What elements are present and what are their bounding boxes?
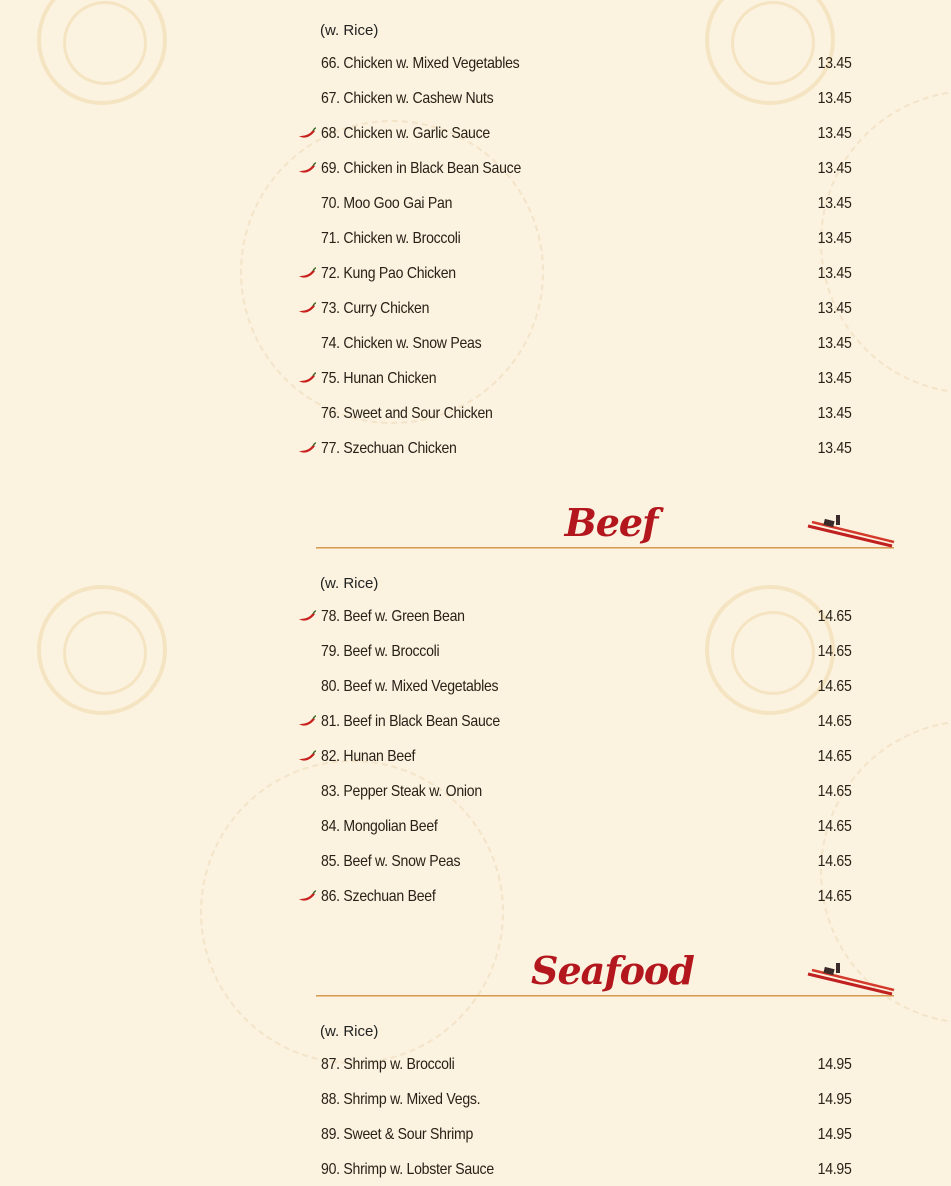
menu-item xyxy=(296,86,856,121)
chili-pepper-icon xyxy=(298,441,317,453)
menu-item-price: 14.65 xyxy=(818,853,852,870)
menu-item-name: 69. Chicken in Black Bean Sauce xyxy=(321,160,522,177)
menu-item-price: 13.45 xyxy=(818,300,852,317)
menu-item xyxy=(296,884,856,919)
menu-item xyxy=(296,261,856,296)
menu-item-price: 13.45 xyxy=(818,335,852,352)
section-title: Beef xyxy=(564,500,658,545)
menu-item-price: 14.65 xyxy=(818,643,852,660)
menu-item xyxy=(296,779,856,814)
menu-item-name: 73. Curry Chicken xyxy=(321,300,430,317)
background-medallion xyxy=(37,585,167,715)
menu-item-name: 75. Hunan Chicken xyxy=(321,370,437,387)
menu-item xyxy=(296,1052,856,1087)
menu-item-price: 14.65 xyxy=(818,713,852,730)
chili-pepper-icon xyxy=(298,266,317,278)
menu-item-price: 14.95 xyxy=(818,1056,852,1073)
section-note: (w. Rice) xyxy=(320,575,379,592)
menu-item-price: 14.95 xyxy=(818,1126,852,1143)
background-medallion xyxy=(37,0,167,105)
menu-item-name: 87. Shrimp w. Broccoli xyxy=(321,1056,455,1073)
section-header-beef xyxy=(316,500,896,560)
menu-item xyxy=(296,639,856,674)
menu-item-name: 83. Pepper Steak w. Onion xyxy=(321,783,482,800)
chili-pepper-icon xyxy=(298,371,317,383)
chopsticks-icon xyxy=(806,960,896,996)
menu-item xyxy=(296,709,856,744)
menu-item xyxy=(296,156,856,191)
menu-item xyxy=(296,1157,856,1186)
menu-item-price: 13.45 xyxy=(818,90,852,107)
menu-item-price: 14.65 xyxy=(818,678,852,695)
menu-item-name: 88. Shrimp w. Mixed Vegs. xyxy=(321,1091,481,1108)
menu-item-name: 77. Szechuan Chicken xyxy=(321,440,457,457)
chili-pepper-icon xyxy=(298,889,317,901)
menu-item-price: 13.45 xyxy=(818,195,852,212)
menu-item-name: 90. Shrimp w. Lobster Sauce xyxy=(321,1161,494,1178)
menu-item xyxy=(296,849,856,884)
menu-item-name: 84. Mongolian Beef xyxy=(321,818,438,835)
chili-pepper-icon xyxy=(298,714,317,726)
menu-item-name: 72. Kung Pao Chicken xyxy=(321,265,456,282)
menu-item xyxy=(296,1122,856,1157)
menu-item-name: 66. Chicken w. Mixed Vegetables xyxy=(321,55,520,72)
section-note: (w. Rice) xyxy=(320,22,379,39)
menu-item-name: 79. Beef w. Broccoli xyxy=(321,643,440,660)
menu-item-name: 81. Beef in Black Bean Sauce xyxy=(321,713,500,730)
chili-pepper-icon xyxy=(298,749,317,761)
menu-item-name: 70. Moo Goo Gai Pan xyxy=(321,195,453,212)
menu-item-price: 14.65 xyxy=(818,608,852,625)
chopsticks-icon xyxy=(806,512,896,548)
chili-pepper-icon xyxy=(298,126,317,138)
chili-pepper-icon xyxy=(298,161,317,173)
menu-item xyxy=(296,814,856,849)
menu-item xyxy=(296,121,856,156)
menu-item-name: 67. Chicken w. Cashew Nuts xyxy=(321,90,494,107)
menu-item-name: 80. Beef w. Mixed Vegetables xyxy=(321,678,499,695)
menu-item-name: 82. Hunan Beef xyxy=(321,748,416,765)
menu-item-name: 71. Chicken w. Broccoli xyxy=(321,230,461,247)
menu-item-price: 14.95 xyxy=(818,1161,852,1178)
chili-pepper-icon xyxy=(298,301,317,313)
menu-item-price: 13.45 xyxy=(818,440,852,457)
menu-item-price: 14.65 xyxy=(818,748,852,765)
menu-item-name: 74. Chicken w. Snow Peas xyxy=(321,335,482,352)
menu-item xyxy=(296,331,856,366)
menu-item xyxy=(296,226,856,261)
menu-item-price: 13.45 xyxy=(818,405,852,422)
menu-item xyxy=(296,191,856,226)
menu-item-name: 85. Beef w. Snow Peas xyxy=(321,853,461,870)
chili-pepper-icon xyxy=(298,609,317,621)
menu-item-name: 78. Beef w. Green Bean xyxy=(321,608,465,625)
section-title: Seafood xyxy=(531,948,694,993)
menu-item xyxy=(296,436,856,471)
menu-item xyxy=(296,604,856,639)
menu-item-price: 14.95 xyxy=(818,1091,852,1108)
menu-item-name: 68. Chicken w. Garlic Sauce xyxy=(321,125,490,142)
menu-item-price: 14.65 xyxy=(818,783,852,800)
menu-item-price: 13.45 xyxy=(818,370,852,387)
menu-item-price: 13.45 xyxy=(818,55,852,72)
menu-item xyxy=(296,744,856,779)
menu-item xyxy=(296,674,856,709)
menu-item xyxy=(296,1087,856,1122)
menu-item-price: 14.65 xyxy=(818,818,852,835)
section-header-seafood xyxy=(316,948,896,1008)
menu-item xyxy=(296,366,856,401)
menu-item-price: 13.45 xyxy=(818,160,852,177)
menu-item-name: 76. Sweet and Sour Chicken xyxy=(321,405,493,422)
section-note: (w. Rice) xyxy=(320,1023,379,1040)
menu-item-price: 13.45 xyxy=(818,230,852,247)
menu-item-name: 89. Sweet & Sour Shrimp xyxy=(321,1126,474,1143)
menu-item-price: 14.65 xyxy=(818,888,852,905)
menu-item-price: 13.45 xyxy=(818,265,852,282)
menu-item-name: 86. Szechuan Beef xyxy=(321,888,436,905)
menu-item xyxy=(296,296,856,331)
menu-item xyxy=(296,51,856,86)
menu-item-price: 13.45 xyxy=(818,125,852,142)
menu-item xyxy=(296,401,856,436)
